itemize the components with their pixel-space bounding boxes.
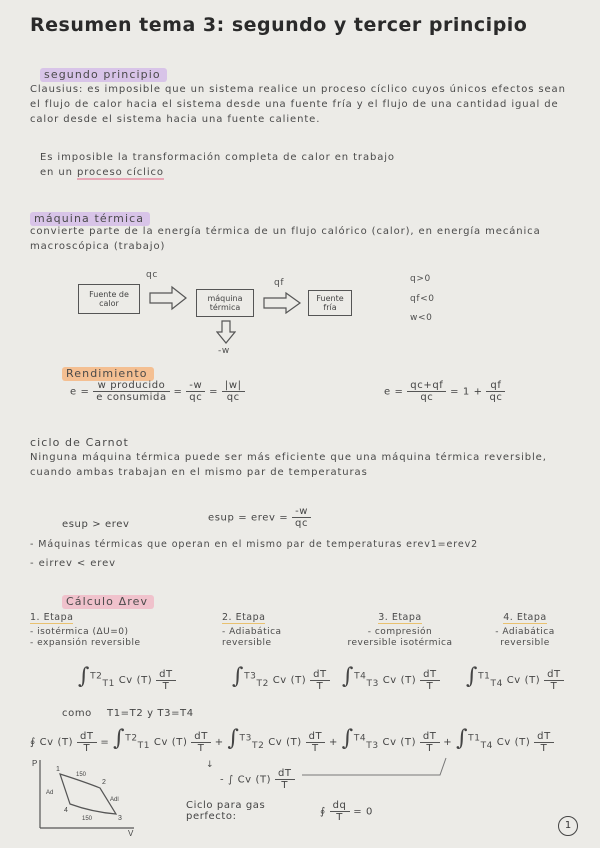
p-label: P — [32, 759, 38, 768]
carnot-bullet-1: - Máquinas térmicas que operan en el mismo par de temperaturas erev1=erev2 — [30, 539, 479, 550]
point-4: 4 — [64, 807, 68, 814]
integral-etapa-1: ∫$^{T2}_{T1}$ Cv (T) $\frac{dT}{T}$ — [78, 664, 176, 692]
section-heading-segundo: segundo principio — [40, 68, 167, 82]
kelvin-highlight: proceso cíclico — [76, 167, 164, 178]
carnot-description: Ninguna máquina térmica puede ser más eficiente que una máquina térmica reversible, cuando ambas trabajan en el mismo par de temperaturas — [30, 452, 547, 478]
etapa-1: 1. Etapa - isotérmica (ΔU=0) - expansión reversible — [30, 612, 141, 648]
pv-diagram — [30, 756, 140, 836]
kelvin-statement: Es imposible la transformación completa de calor en trabajo en un proceso cíclico — [40, 152, 395, 178]
label-qc: qc — [146, 270, 158, 280]
integral-etapa-3: ∫$^{T4}_{T3}$ Cv (T) $\frac{dT}{T}$ — [342, 664, 440, 692]
rendimiento-eq-2: e = $\frac{qc+qf}{qc}$ = 1 + $\frac{qf}{qc}$ — [384, 380, 505, 403]
page-title: Resumen tema 3: segundo y tercer principio — [30, 14, 528, 36]
arrow-down-icon: ↓ — [206, 760, 215, 770]
label-iso-bottom: 150 — [82, 816, 93, 822]
final-label: Ciclo para gas perfecto: — [186, 800, 266, 822]
label-adl: Adl — [110, 797, 119, 803]
box-maquina-termica: máquina térmica — [196, 289, 254, 317]
etapa-2: 2. Etapa - Adiabática reversible — [222, 612, 282, 648]
section-heading-maquina: máquina térmica — [30, 212, 150, 226]
arrow-right-icon — [148, 285, 188, 311]
point-1: 1 — [56, 766, 60, 773]
cyclic-integral-sum: ∮ Cv (T) $\frac{dT}{T}$ = ∫$^{T2}_{T1}$ Cv (T) $\frac{dT}{T}$ + ∫$^{T3}_{T2}$ Cv (T) $\frac{dT}{T}$ + ∫$^{T4}_{T3}$ Cv (T) $\frac{dT}{T}$ + ∫$^{T1}_{T4}$ Cv (T) $\frac{dT}{T}$ — [30, 726, 554, 754]
label-iso-top: 150 — [76, 772, 87, 778]
arrow-right-icon — [262, 292, 302, 314]
box-fuente-calor: Fuente de calor — [78, 284, 140, 314]
rendimiento-eq-1: e = $\frac{\text{w producido}}{\text{e consumida}}$ = $\frac{-w}{qc}$ = $\frac{|w|}{qc}$ — [70, 380, 245, 403]
sign-w: w<0 — [410, 313, 433, 323]
etapa-4: 4. Etapa - Adiabática reversible — [495, 612, 555, 648]
sign-qf: qf<0 — [410, 294, 435, 304]
etapa-3: 3. Etapa - compresión reversible isotérmica — [347, 612, 453, 648]
section-heading-calculo: Cálculo Δrev — [62, 595, 154, 609]
sign-qc: q>0 — [410, 274, 431, 284]
carnot-efficiency: esup = erev = $\frac{-w}{qc}$ — [208, 506, 311, 529]
point-3: 3 — [118, 815, 122, 822]
carnot-bullet-2: - eirrev < erev — [30, 558, 116, 569]
clausius-statement: Clausius: es imposible que un sistema realice un proceso cíclico cuyos únicos efectos sean el flujo de calor hacia el sistema desde una fuente fría y el flujo de una cantidad igual de calor desde el sistema hacia una fuente caliente. — [30, 84, 566, 125]
v-label: V — [128, 829, 134, 836]
box-fuente-fria: Fuente fría — [308, 290, 352, 316]
como-relation: como T1=T2 y T3=T4 — [62, 708, 194, 719]
point-2: 2 — [102, 779, 106, 786]
label-w: -w — [218, 346, 230, 356]
connector-line — [300, 754, 450, 778]
integral-etapa-4: ∫$^{T1}_{T4}$ Cv (T) $\frac{dT}{T}$ — [466, 664, 564, 692]
section-heading-carnot: ciclo de Carnot — [30, 436, 129, 449]
carnot-inequality: esup > erev — [62, 519, 130, 530]
final-equation: ∮ $\frac{dq}{T}$ = 0 — [320, 800, 374, 823]
label-ad: Ad — [46, 790, 54, 796]
negative-term: - ∫ Cv (T) $\frac{dT}{T}$ — [220, 768, 295, 791]
label-qf: qf — [274, 278, 285, 288]
integral-etapa-2: ∫$^{T3}_{T2}$ Cv (T) $\frac{dT}{T}$ — [232, 664, 330, 692]
cycle-path — [60, 774, 116, 814]
page-number: 1 — [558, 816, 578, 836]
section-heading-rendimiento: Rendimiento — [62, 367, 154, 381]
maquina-description: convierte parte de la energía térmica de un flujo calórico (calor), en energía mecánica macroscópica (trabajo) — [30, 226, 541, 252]
arrow-down-icon — [216, 320, 236, 344]
